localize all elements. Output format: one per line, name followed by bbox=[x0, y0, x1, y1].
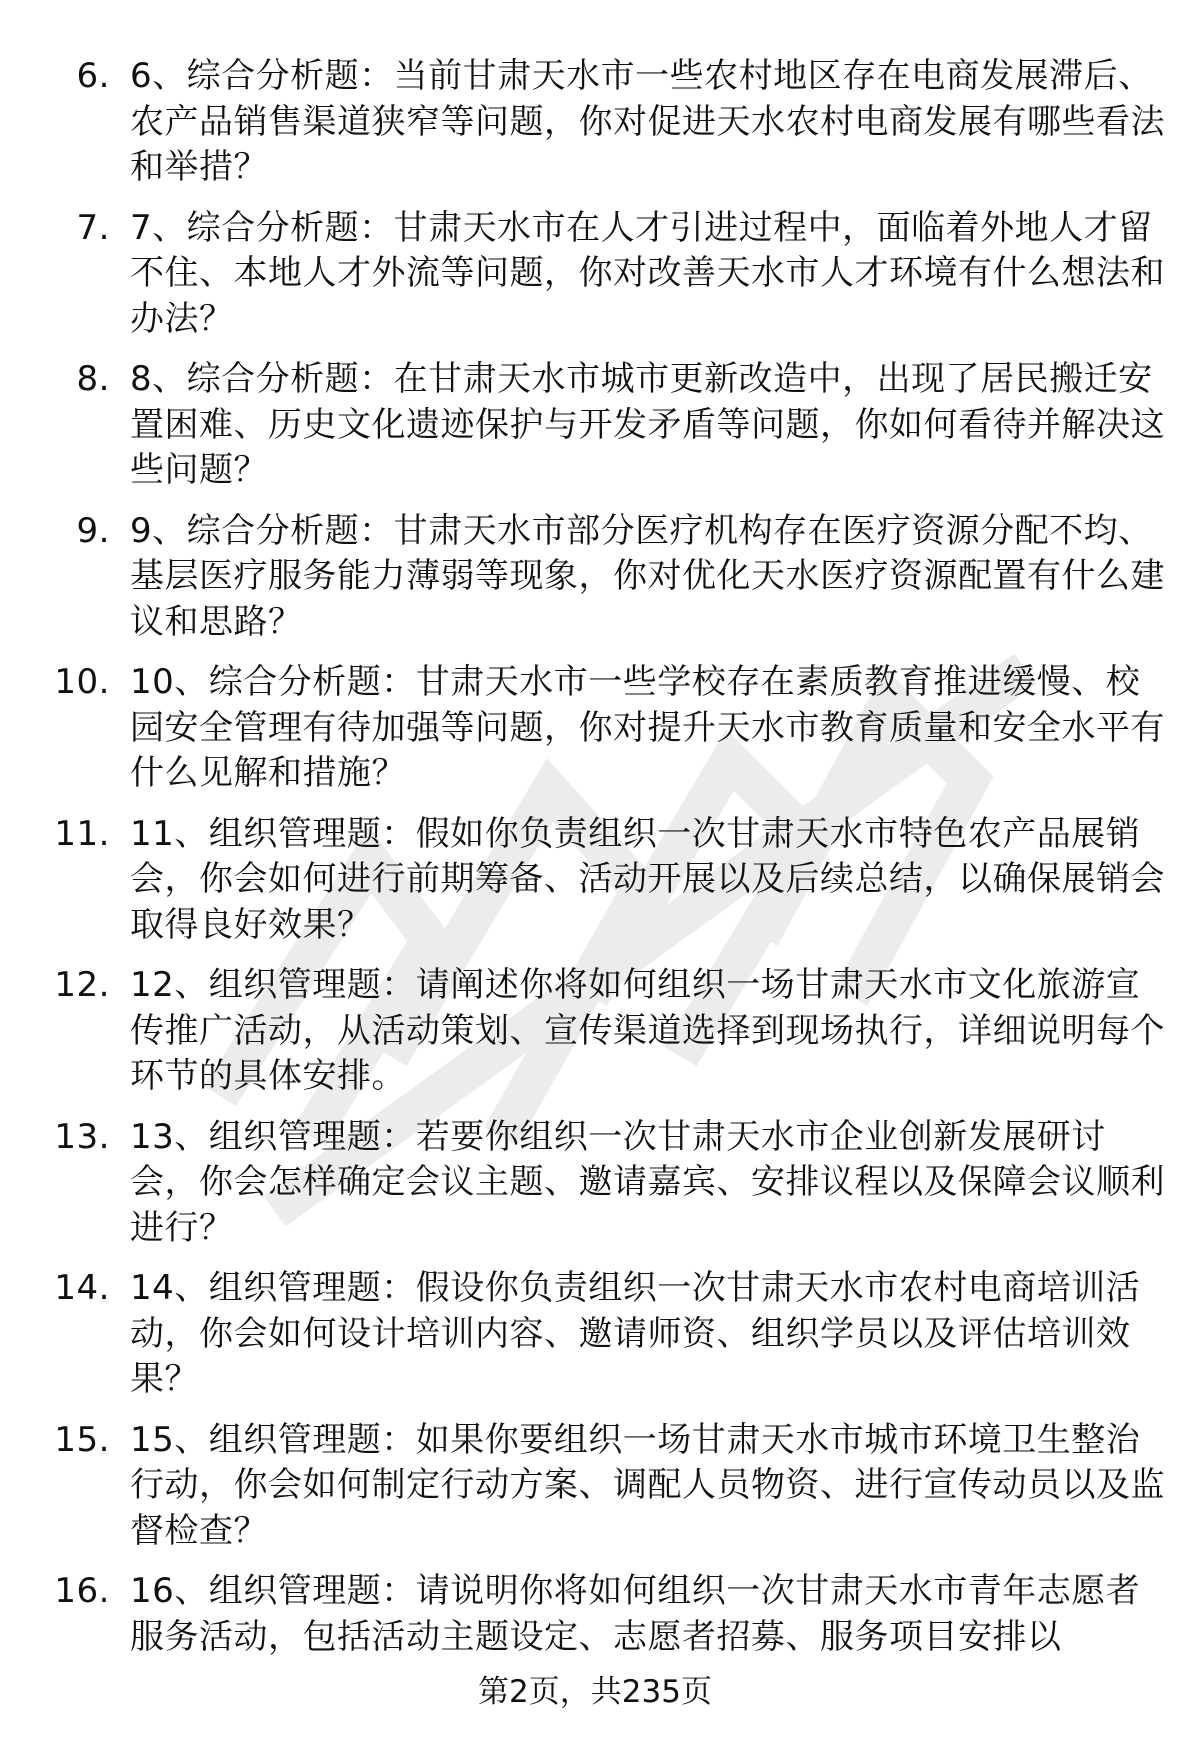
question-item-7 bbox=[40, 206, 1170, 343]
question-item-11 bbox=[40, 812, 1170, 949]
question-text: 10、综合分析题：甘肃天水市一些学校存在素质教育推进缓慢、校园安全管理有待加强等问题，你对提升天水市教育质量和安全水平有什么见解和措施？ bbox=[130, 662, 1165, 793]
question-text: 9、综合分析题：甘肃天水市部分医疗机构存在医疗资源分配不均、基层医疗服务能力薄弱等现象，你对优化天水医疗资源配置有什么建议和思路？ bbox=[130, 510, 1165, 642]
question-number: 16. bbox=[54, 1571, 110, 1611]
question-item-10 bbox=[40, 660, 1170, 797]
question-item-12 bbox=[40, 963, 1170, 1100]
question-item-9 bbox=[40, 509, 1170, 646]
question-item-16 bbox=[40, 1569, 1170, 1660]
question-number: 13. bbox=[54, 1116, 110, 1157]
question-number: 7. bbox=[76, 207, 110, 248]
question-text: 13、组织管理题：若要你组织一次甘肃天水市企业创新发展研讨会，你会怎样确定会议主题、邀请嘉宾、安排议程以及保障会议顺利进行？ bbox=[130, 1116, 1165, 1248]
question-number: 11. bbox=[54, 813, 110, 854]
question-item-6 bbox=[40, 54, 1170, 191]
page-footer: 第2页，共235页 bbox=[478, 1674, 712, 1710]
question-item-15 bbox=[40, 1418, 1170, 1555]
question-text: 11、组织管理题：假如你负责组织一次甘肃天水市特色农产品展销会，你会如何进行前期筹备、活动开展以及后续总结，以确保展销会取得良好效果？ bbox=[130, 813, 1165, 945]
question-number: 6. bbox=[76, 56, 110, 96]
question-text: 6、综合分析题：当前甘肃天水市一些农村地区存在电商发展滞后、农产品销售渠道狭窄等问题，你对促进天水农村电商发展有哪些看法和举措？ bbox=[130, 56, 1165, 187]
question-item-8 bbox=[40, 357, 1170, 494]
question-text: 14、组织管理题：假设你负责组织一次甘肃天水市农村电商培训活动，你会如何设计培训内容、邀请师资、组织学员以及评估培训效果？ bbox=[130, 1268, 1141, 1399]
question-list bbox=[40, 54, 1170, 1675]
question-number: 10. bbox=[54, 662, 110, 702]
question-text: 7、综合分析题：甘肃天水市在人才引进过程中，面临着外地人才留不住、本地人才外流等问题，你对改善天水市人才环境有什么想法和办法？ bbox=[130, 207, 1165, 339]
question-item-14 bbox=[40, 1266, 1170, 1403]
question-text: 16、组织管理题：请说明你将如何组织一次甘肃天水市青年志愿者服务活动，包括活动主题设定、志愿者招募、服务项目安排以 bbox=[130, 1571, 1141, 1657]
question-item-13 bbox=[40, 1115, 1170, 1252]
question-number: 14. bbox=[54, 1268, 110, 1308]
question-number: 9. bbox=[76, 510, 110, 551]
question-number: 15. bbox=[54, 1419, 110, 1460]
question-number: 8. bbox=[76, 359, 110, 399]
question-text: 12、组织管理题：请阐述你将如何组织一场甘肃天水市文化旅游宣传推广活动，从活动策划、宣传渠道选择到现场执行，详细说明每个环节的具体安排。 bbox=[130, 965, 1165, 1096]
question-text: 8、综合分析题：在甘肃天水市城市更新改造中，出现了居民搬迁安置困难、历史文化遗迹保护与开发矛盾等问题，你如何看待并解决这些问题？ bbox=[130, 359, 1165, 490]
question-text: 15、组织管理题：如果你要组织一场甘肃天水市城市环境卫生整治行动，你会如何制定行动方案、调配人员物资、进行宣传动员以及监督检查？ bbox=[130, 1419, 1165, 1551]
question-number: 12. bbox=[54, 965, 110, 1005]
